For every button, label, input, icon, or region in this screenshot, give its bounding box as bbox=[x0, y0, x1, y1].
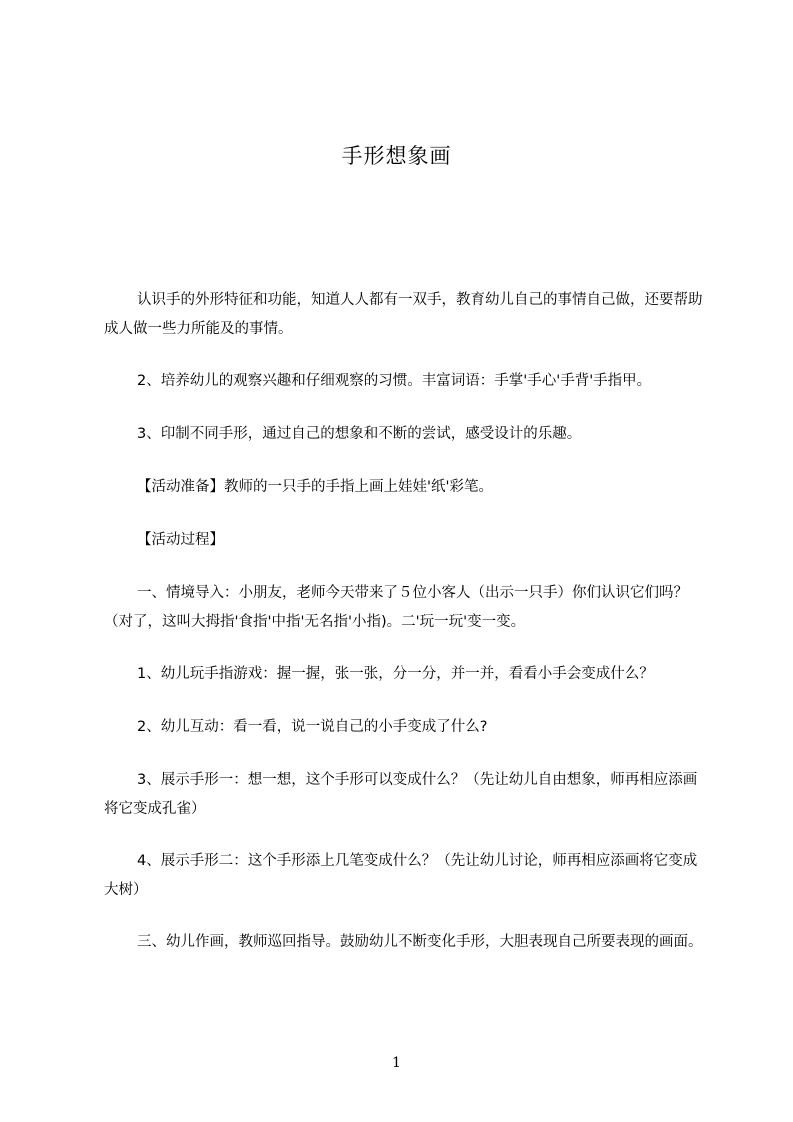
paragraph-introduction: 一、情境导入：小朋友，老师今天带来了５位小客人（出示一只手）你们认识它们吗？（对了，这叫大拇指'食指'中指'无名指'小指)。二'玩一玩'变一变。 bbox=[104, 585, 688, 630]
page-number: 1 bbox=[392, 1055, 401, 1071]
paragraph-preparation: 【活动准备】教师的一只手的手指上画上娃娃'纸'彩笔。 bbox=[137, 479, 493, 495]
document-title: 手形想象画 bbox=[341, 144, 452, 168]
paragraph-step-2: 2、幼儿互动：看一看，说一说自己的小手变成了什么? bbox=[137, 719, 488, 735]
paragraph-drawing: 三、幼儿作画，教师巡回指导。鼓励幼儿不断变化手形，大胆表现自己所要表现的画面。 bbox=[137, 934, 703, 950]
paragraph-step-3: 3、展示手形一：想一想，这个手形可以变成什么？（先让幼儿自由想象，师再相应添画将它变成孔雀） bbox=[104, 772, 698, 817]
paragraph-objective-1: 认识手的外形特征和功能，知道人人都有一双手，教育幼儿自己的事情自己做，还要帮助成人做一些力所能及的事情。 bbox=[104, 292, 703, 337]
paragraph-step-4: 4、展示手形二：这个手形添上几笔变成什么？（先让幼儿讨论，师再相应添画将它变成大树） bbox=[104, 853, 698, 898]
paragraph-process-heading: 【活动过程】 bbox=[137, 532, 224, 548]
paragraph-objective-3: 3、印制不同手形，通过自己的想象和不断的尝试，感受设计的乐趣。 bbox=[137, 426, 582, 442]
paragraph-objective-2: 2、培养幼儿的观察兴趣和仔细观察的习惯。丰富词语：手掌'手心'手背'手指甲。 bbox=[137, 373, 652, 389]
paragraph-step-1: 1、幼儿玩手指游戏：握一握，张一张，分一分，并一并，看看小手会变成什么？ bbox=[137, 666, 654, 682]
